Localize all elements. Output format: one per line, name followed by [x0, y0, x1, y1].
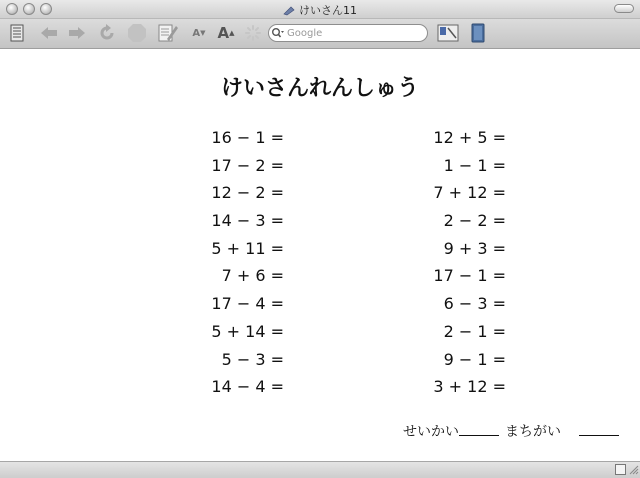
problem-item: 2 − 2 = — [443, 211, 506, 231]
problem-item: 17 − 4 = — [211, 294, 284, 314]
problem-column-right — [370, 127, 506, 404]
sidebar-icon — [10, 24, 24, 42]
search-icon[interactable] — [269, 25, 287, 41]
text-bigger-button[interactable] — [216, 23, 236, 43]
back-arrow-icon — [39, 25, 59, 41]
window-title: けいさん11 — [299, 4, 357, 17]
spinner-icon — [245, 25, 261, 41]
title-bar[interactable] — [0, 0, 640, 19]
edit-page-icon — [157, 23, 179, 43]
problem-item: 2 − 1 = — [443, 321, 506, 341]
toolbar-toggle-button[interactable] — [614, 4, 634, 13]
stop-button[interactable] — [126, 23, 148, 43]
problem-item: 7 + 12 = — [433, 183, 506, 203]
problem-item: 17 − 2 = — [211, 155, 284, 175]
reload-button[interactable] — [96, 23, 118, 43]
bookmark-add-button[interactable] — [436, 23, 460, 43]
wrong-label: まちがい — [505, 424, 561, 440]
correct-label: せいかい — [403, 424, 459, 440]
status-bar — [0, 461, 640, 478]
problem-item: 12 + 5 = — [433, 128, 506, 147]
text-bigger-arrow-icon: ▲ — [229, 29, 235, 37]
activity-spinner — [244, 23, 262, 43]
problem-item: 16 − 1 = — [211, 128, 284, 147]
bookmarks-button[interactable] — [468, 23, 488, 43]
problem-item: 3 + 12 = — [433, 377, 506, 397]
score-line — [403, 421, 619, 441]
problem-item: 14 − 4 = — [211, 377, 284, 397]
book-icon — [470, 23, 486, 43]
resize-grip-icon[interactable] — [629, 465, 639, 475]
bookmark-add-icon — [437, 24, 459, 42]
document-proxy-icon[interactable] — [283, 6, 295, 16]
reload-icon — [98, 24, 116, 42]
edit-page-button[interactable] — [156, 23, 180, 43]
wrong-blank — [579, 421, 619, 436]
problem-item: 9 − 1 = — [443, 349, 506, 369]
search-input[interactable] — [287, 26, 417, 40]
problem-item: 5 − 3 = — [221, 349, 284, 369]
text-bigger-icon: A — [217, 24, 230, 42]
text-smaller-arrow-icon: ▼ — [200, 29, 206, 37]
problem-item: 12 − 2 = — [211, 183, 284, 203]
forward-button[interactable] — [66, 23, 88, 43]
search-field[interactable] — [268, 24, 428, 42]
correct-blank — [459, 421, 499, 436]
toolbar — [0, 19, 640, 49]
problem-item: 7 + 6 = — [221, 266, 284, 286]
forward-arrow-icon — [67, 25, 87, 41]
text-smaller-button[interactable] — [190, 23, 208, 43]
problem-item: 5 + 11 = — [211, 238, 284, 258]
problem-item: 1 − 1 = — [443, 155, 506, 175]
page-content — [0, 49, 640, 461]
problem-column-left — [150, 127, 284, 404]
sidebar-button[interactable] — [8, 23, 26, 43]
problem-item: 9 + 3 = — [443, 238, 506, 258]
page-title: けいさんれんしゅう — [220, 76, 419, 101]
status-page-icon[interactable] — [615, 464, 626, 475]
problem-item: 6 − 3 = — [443, 294, 506, 314]
problem-item: 14 − 3 = — [211, 211, 284, 231]
problem-item: 17 − 1 = — [433, 266, 506, 286]
back-button[interactable] — [38, 23, 60, 43]
problem-item: 5 + 14 = — [211, 321, 284, 341]
window-title-area — [0, 2, 640, 18]
stop-icon — [127, 23, 147, 43]
text-smaller-icon: A — [192, 27, 201, 39]
